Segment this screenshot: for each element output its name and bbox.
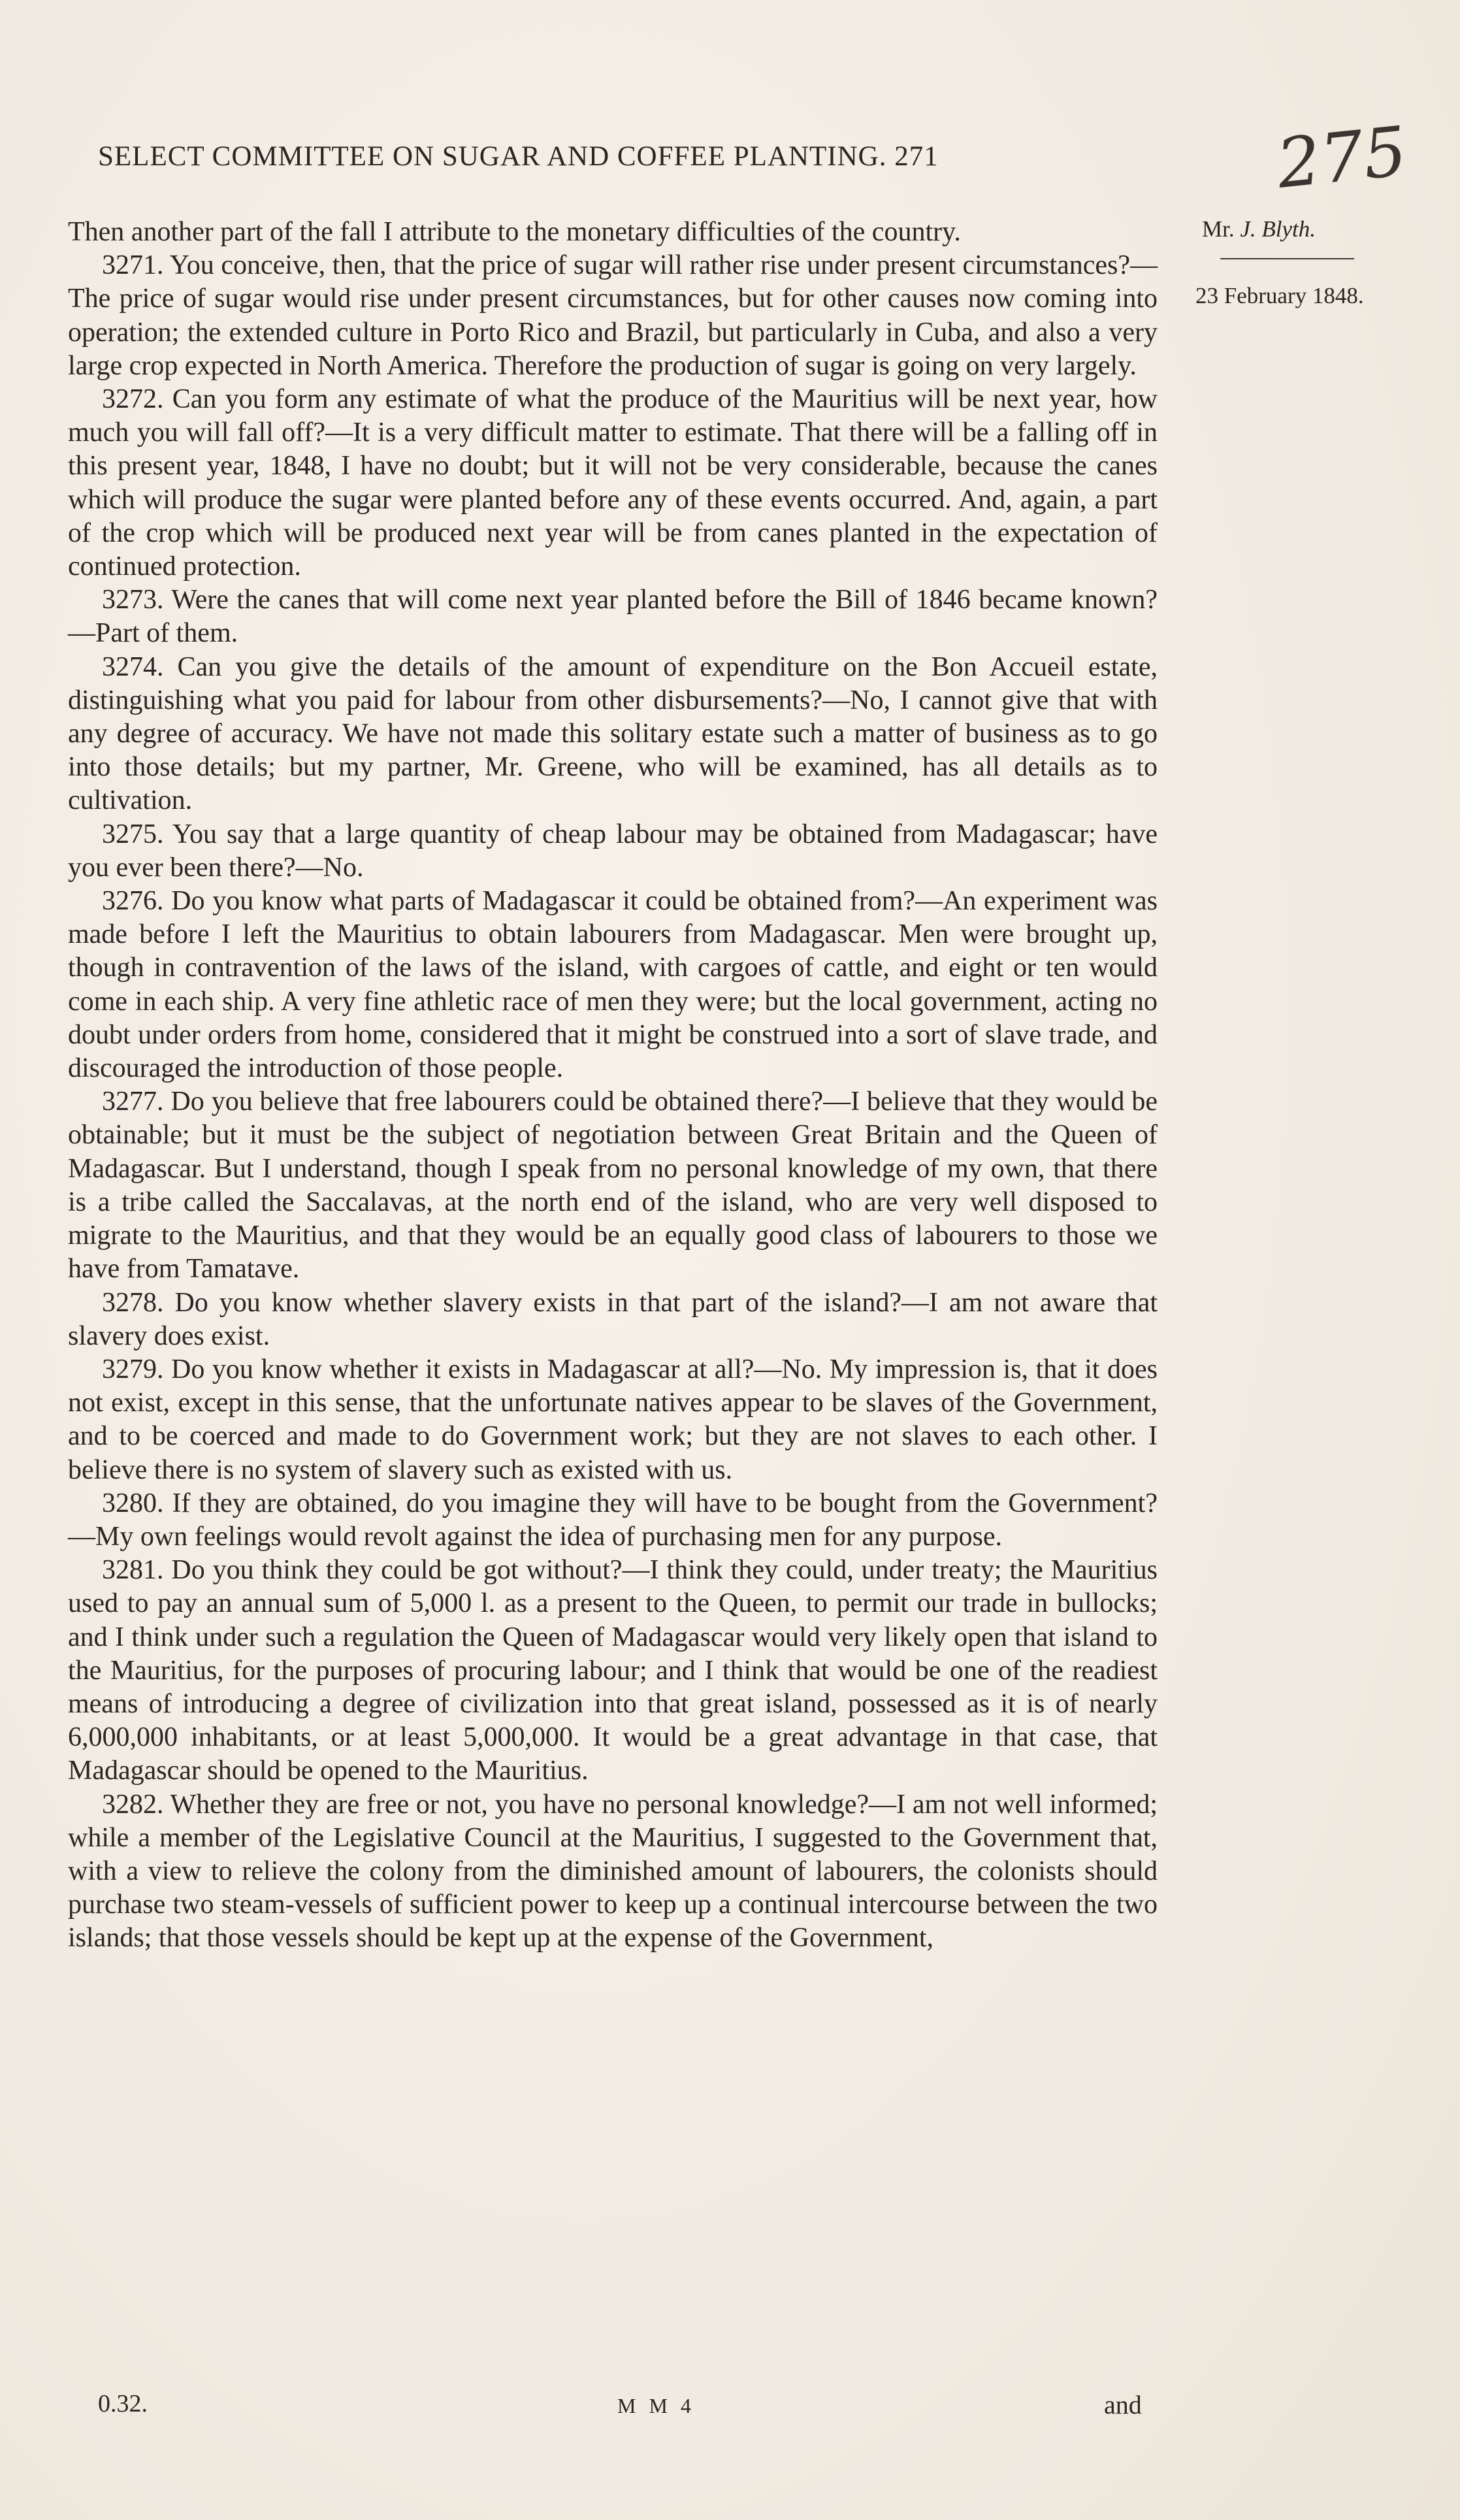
question-3273: 3273. Were the canes that will come next year planted before the Bill of 1846 became known?—Part of them. [68,585,1158,649]
paragraph-continuation: Then another part of the fall I attribute to the monetary difficulties of the country. [68,217,961,247]
catchword: and [1104,2390,1142,2419]
signature-mark: M M 4 [617,2394,695,2417]
question-3282: 3282. Whether they are free or not, you have no personal knowledge?—I am not well informed; while a member of the Legislative Council at the Mauritius, I suggested to the Government that, with a view to relieve the colony from the diminished amount of labourers, the colonists should purchase two steam-vessels of sufficient power to keep up a continual intercourse between the two islands; that those vessels should be kept up at the expense of the Government, [68,1789,1158,1954]
question-3272: 3272. Can you form any estimate of what the produce of the Mauritius will be next year, how much you will fall off?—It is a very difficult matter to estimate. That there will be a falling off in this present year, 1848, I have no doubt; but it will not be very considerable, because the canes which will produce the sugar were planted before any of these events occurred. And, again, a part of the crop which will be produced next year will be from canes planted in the expectation of continued protection. [68,384,1158,582]
question-3275: 3275. You say that a large quantity of cheap labour may be obtained from Madagascar; have you ever been there?—No. [68,819,1158,883]
sheet-number: 0.32. [98,2390,148,2417]
question-3277: 3277. Do you believe that free labourers could be obtained there?—I believe that they would be obtainable; but it must be the subject of negotiation between Great Britain and the Queen of Madagascar. But I understand, though I speak from no personal knowledge of my own, that there is a tribe called the Saccalavas, at the north end of the island, who are very well disposed to migrate to the Mauritius, and that they would be an equally good class of labourers to those we have from Tamatave. [68,1087,1158,1285]
margin-divider [1220,258,1354,259]
question-3271: 3271. You conceive, then, that the price of sugar will rather rise under present circumstances?—The price of sugar would rise under present circumstances, but for other causes now coming into operation; the extended culture in Porto Rico and Brazil, but particularly in Cuba, and also a very large crop expected in North America. Therefore the production of sugar is going on very largely. [68,250,1158,381]
running-title: SELECT COMMITTEE ON SUGAR AND COFFEE PLANTING. 271 [98,141,939,172]
handwritten-folio-number: 275 [1273,110,1411,205]
question-3281: 3281. Do you think they could be got without?—I think they could, under treaty; the Mauritius used to pay an annual sum of 5,000 l. as a present to the Queen, to permit our trade in bullocks; and I think under such a regulation the Queen of Madagascar would very likely open that island to the Mauritius, for the purposes of procuring labour; and I think that would be one of the readiest means of introducing a degree of civilization into that great island, possessed as it is of nearly 6,000,000 inhabitants, or at least 5,000,000. It would be a great advantage in that case, that Madagascar should be opened to the Mauritius. [68,1555,1158,1786]
witness-name: J. Blyth. [1240,216,1316,242]
question-3279: 3279. Do you know whether it exists in Madagascar at all?—No. My impression is, that it does not exist, except in this sense, that the unfortunate natives appear to be slaves of the Government, and to be coerced and made to do Government work; but they are not slaves to each other. I believe there is no system of slavery such as existed with us. [68,1354,1158,1485]
witness-prefix: Mr. [1202,216,1241,242]
question-3278: 3278. Do you know whether slavery exists in that part of the island?—I am not aware that slavery does exist. [68,1287,1158,1351]
question-3274: 3274. Can you give the details of the amount of expenditure on the Bon Accueil estate, distinguishing what you paid for labour from other disbursements?—No, I cannot give that with any degree of accuracy. We have not made this solitary estate such a matter of business as to go into those details; but my partner, Mr. Greene, who will be examined, has all details as to cultivation. [68,651,1158,816]
question-3276: 3276. Do you know what parts of Madagascar it could be obtained from?—An experiment was made before I left the Mauritius to obtain labourers from Madagascar. Men were brought up, though in contravention of the laws of the island, with cargoes of cattle, and eight or ten would come in each ship. A very fine athletic race of men they were; but the local government, acting no doubt under orders from home, considered that it might be construed into a sort of slave trade, and discouraged the introduction of those people. [68,886,1158,1084]
body-text [68,216,1158,1955]
margin-date: 23 February 1848. [1195,283,1364,308]
question-3280: 3280. If they are obtained, do you imagine they will have to be bought from the Government?—My own feelings would revolt against the idea of purchasing men for any purpose. [68,1488,1158,1552]
margin-witness-note [1202,216,1316,242]
